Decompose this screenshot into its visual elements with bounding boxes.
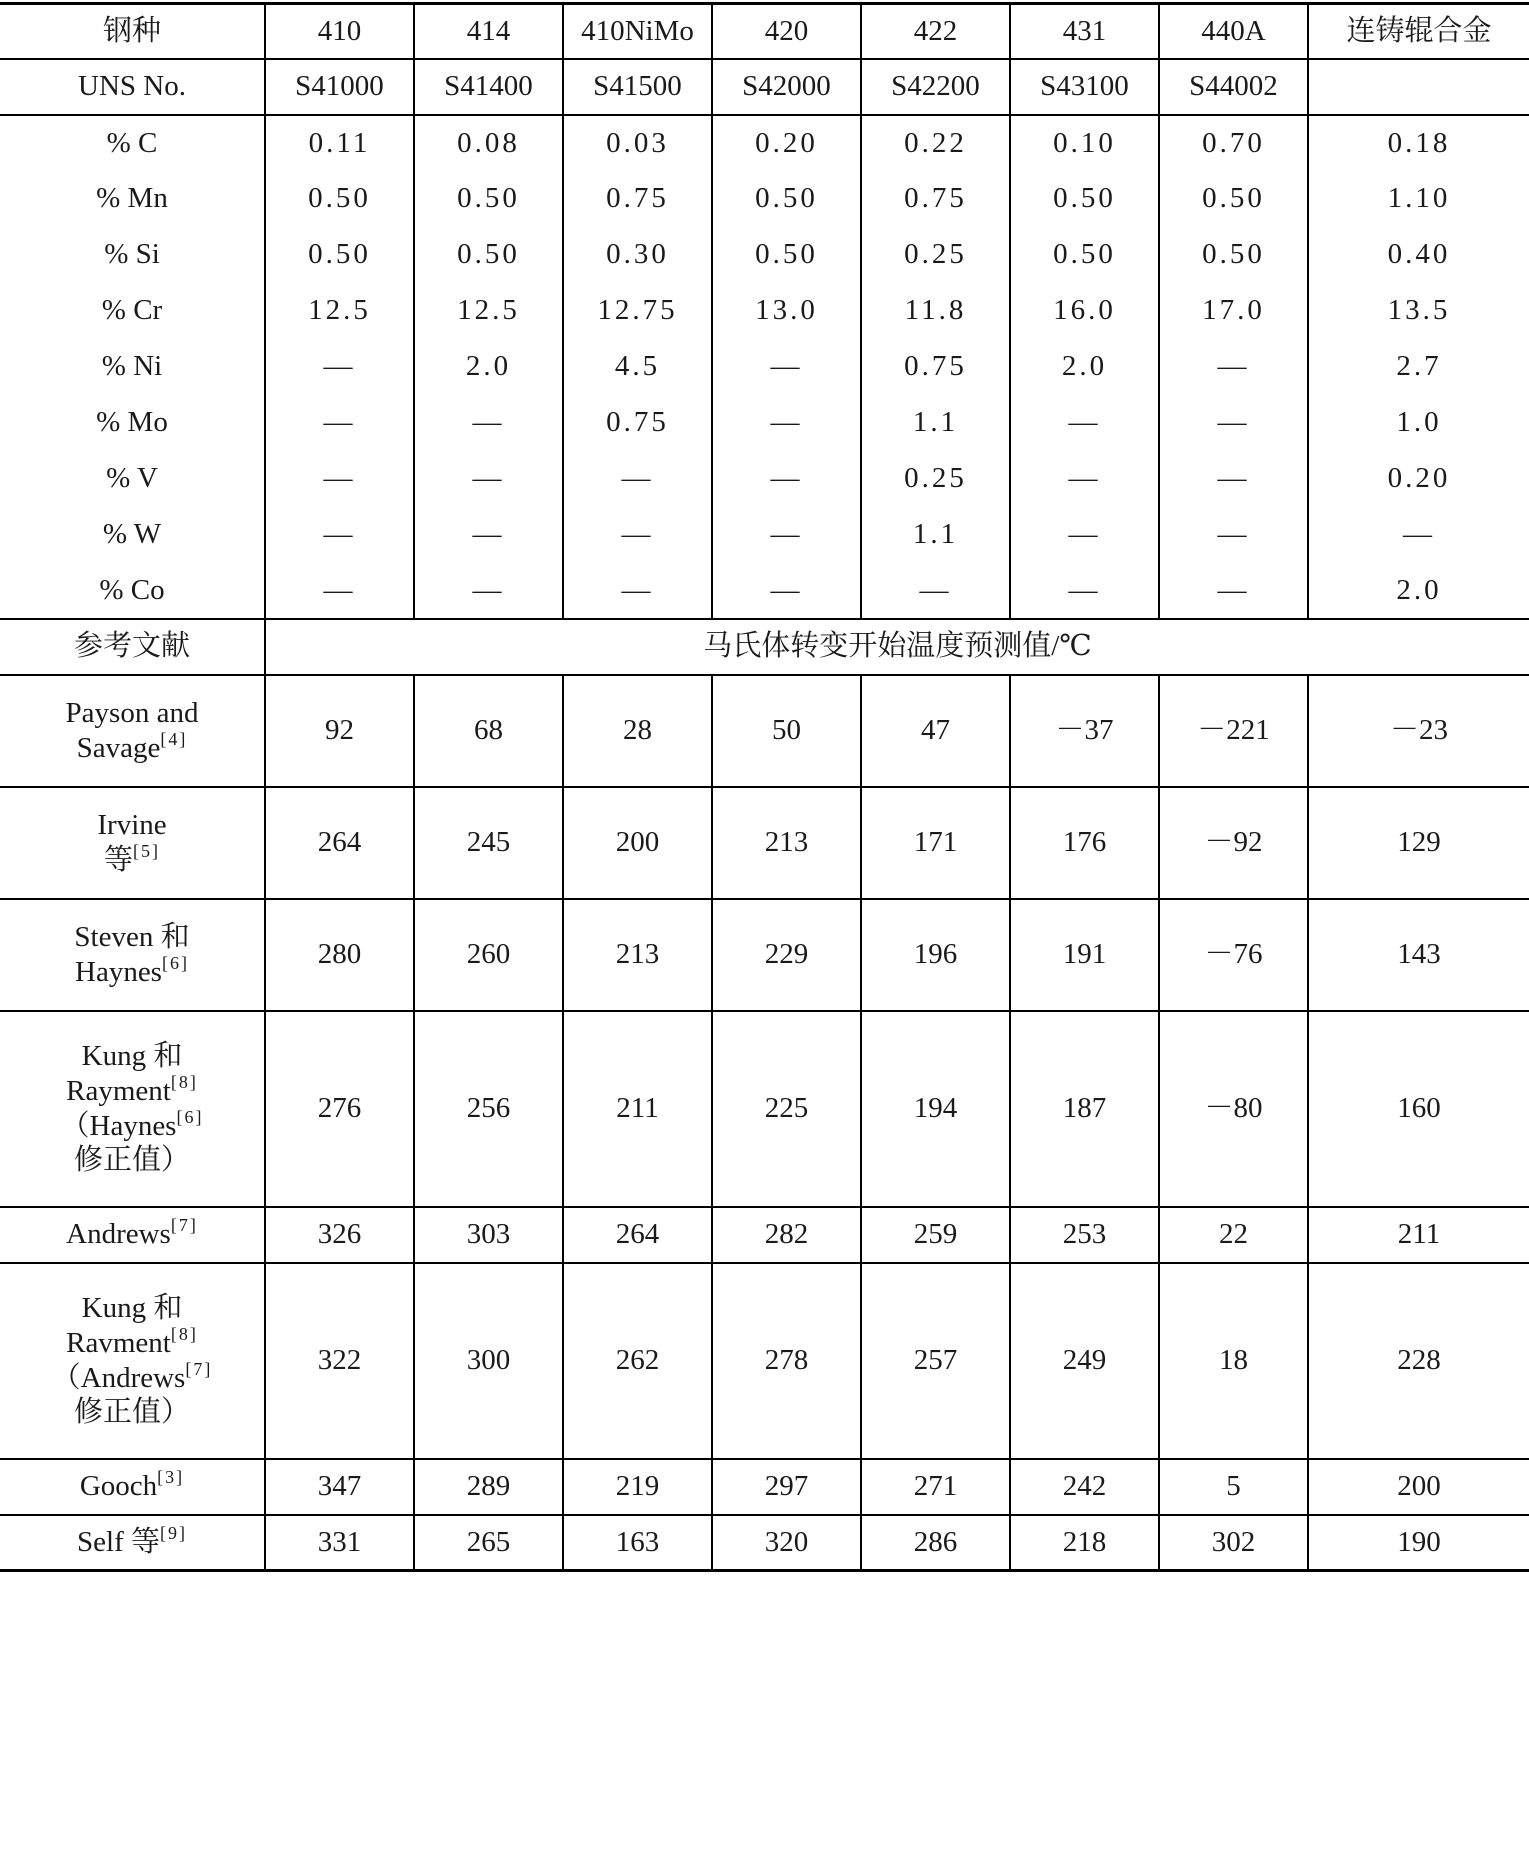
composition-row xyxy=(0,563,1529,619)
predicted-ms-value-cell: 280 xyxy=(265,899,414,1011)
reference-row xyxy=(0,787,1529,899)
predicted-ms-value-cell: 187 xyxy=(1010,1011,1159,1207)
uns-value-cell: S42200 xyxy=(861,59,1010,115)
composition-value-cell: — xyxy=(712,451,861,507)
element-label-cell: % Cr xyxy=(101,294,163,327)
predicted-ms-value-cell: 259 xyxy=(861,1207,1010,1263)
reference-label-line xyxy=(0,1469,264,1504)
reference-label-line xyxy=(0,1291,264,1326)
composition-value-cell: — xyxy=(1159,507,1308,563)
composition-value-cell: — xyxy=(414,507,563,563)
reference-label-text: （Haynes xyxy=(60,1109,177,1142)
reference-label-text: Ravment xyxy=(66,1326,171,1359)
reference-label-line xyxy=(0,1071,264,1109)
element-label-cell: % W xyxy=(102,518,162,551)
predicted-ms-value-cell: 190 xyxy=(1308,1515,1529,1571)
composition-value-cell: 0.25 xyxy=(861,227,1010,283)
reference-label-cell xyxy=(0,899,265,1011)
predicted-ms-value-cell: 18 xyxy=(1159,1263,1308,1459)
composition-value-cell: 0.50 xyxy=(1159,227,1308,283)
citation-marker: [6] xyxy=(176,1106,204,1127)
grade-header-cell: 420 xyxy=(712,4,861,59)
composition-value-cell: — xyxy=(414,563,563,619)
element-label-cell: % Ni xyxy=(101,350,163,383)
predicted-ms-value-cell: －23 xyxy=(1308,675,1529,787)
predicted-ms-value-cell: 347 xyxy=(265,1459,414,1515)
reference-label-line xyxy=(0,1358,264,1396)
composition-value-cell: 1.1 xyxy=(861,395,1010,451)
composition-value-cell: — xyxy=(712,563,861,619)
predicted-ms-value-cell: 213 xyxy=(712,787,861,899)
predicted-ms-value-cell: 47 xyxy=(861,675,1010,787)
composition-row xyxy=(0,395,1529,451)
predicted-ms-value-cell: 219 xyxy=(563,1459,712,1515)
predicted-ms-value-cell: 129 xyxy=(1308,787,1529,899)
composition-value-cell: 0.50 xyxy=(265,227,414,283)
composition-value-cell: — xyxy=(1010,451,1159,507)
composition-row xyxy=(0,339,1529,395)
uns-value-cell: S42000 xyxy=(712,59,861,115)
composition-value-cell: — xyxy=(414,395,563,451)
composition-value-cell: — xyxy=(1010,563,1159,619)
composition-value-cell: — xyxy=(563,451,712,507)
composition-value-cell: — xyxy=(712,339,861,395)
composition-value-cell: 12.75 xyxy=(563,283,712,339)
reference-row xyxy=(0,899,1529,1011)
uns-value-cell: S41500 xyxy=(563,59,712,115)
reference-label-line xyxy=(0,1143,264,1178)
reference-label-line xyxy=(0,1323,264,1361)
composition-value-cell: 0.08 xyxy=(414,115,563,171)
predicted-ms-value-cell: 260 xyxy=(414,899,563,1011)
citation-marker: [3] xyxy=(157,1467,185,1488)
reference-row xyxy=(0,675,1529,787)
composition-value-cell: 0.40 xyxy=(1308,227,1529,283)
predicted-ms-value-cell: 228 xyxy=(1308,1263,1529,1459)
composition-value-cell: — xyxy=(563,563,712,619)
reference-label-text: Andrews xyxy=(66,1218,171,1251)
predicted-ms-value-cell: 213 xyxy=(563,899,712,1011)
predicted-ms-value-cell: 302 xyxy=(1159,1515,1308,1571)
predicted-ms-value-cell: 253 xyxy=(1010,1207,1159,1263)
reference-label-line xyxy=(0,1395,264,1430)
composition-value-cell: 1.10 xyxy=(1308,171,1529,227)
composition-row xyxy=(0,227,1529,283)
composition-value-cell: — xyxy=(712,395,861,451)
predicted-ms-value-cell: 211 xyxy=(1308,1207,1529,1263)
composition-value-cell: 4.5 xyxy=(563,339,712,395)
predicted-ms-value-cell: 176 xyxy=(1010,787,1159,899)
composition-value-cell: 0.22 xyxy=(861,115,1010,171)
citation-marker: [5] xyxy=(133,840,160,861)
reference-label-cell xyxy=(0,1207,265,1263)
reference-label-text: Payson and xyxy=(65,696,199,729)
predicted-ms-value-cell: 322 xyxy=(265,1263,414,1459)
composition-row xyxy=(0,171,1529,227)
predicted-ms-value-cell: －80 xyxy=(1159,1011,1308,1207)
predicted-ms-value-cell: 5 xyxy=(1159,1459,1308,1515)
grade-header-cell: 422 xyxy=(861,4,1010,59)
composition-value-cell: — xyxy=(265,507,414,563)
reference-label-text: Steven 和 xyxy=(74,920,190,953)
reference-label-text: 修正值） xyxy=(73,1396,190,1429)
reference-row xyxy=(0,1459,1529,1515)
predicted-ms-value-cell: 200 xyxy=(563,787,712,899)
citation-marker: [7] xyxy=(185,1358,213,1379)
header-row xyxy=(0,4,1529,59)
predicted-ms-value-cell: 265 xyxy=(414,1515,563,1571)
composition-value-cell: 17.0 xyxy=(1159,283,1308,339)
predicted-ms-value-cell: 68 xyxy=(414,675,563,787)
uns-row xyxy=(0,59,1529,115)
reference-label-line xyxy=(0,1522,264,1560)
predicted-ms-value-cell: 171 xyxy=(861,787,1010,899)
uns-value-cell: S44002 xyxy=(1159,59,1308,115)
predicted-ms-value-cell: 218 xyxy=(1010,1515,1159,1571)
reference-label-cell xyxy=(0,787,265,899)
composition-value-cell: — xyxy=(1159,563,1308,619)
predicted-ms-value-cell: 262 xyxy=(563,1263,712,1459)
citation-marker: [7] xyxy=(170,1215,198,1236)
reference-label-cell xyxy=(0,1515,265,1571)
composition-value-cell: 2.0 xyxy=(1010,339,1159,395)
reference-label-line xyxy=(0,1217,264,1252)
reference-label-text: 修正值） xyxy=(73,1144,190,1177)
reference-label-text: Haynes xyxy=(75,955,162,988)
composition-value-cell: 0.25 xyxy=(861,451,1010,507)
composition-value-cell: 0.50 xyxy=(414,227,563,283)
predicted-ms-value-cell: 276 xyxy=(265,1011,414,1207)
composition-value-cell: — xyxy=(563,507,712,563)
reference-row xyxy=(0,1011,1529,1207)
predicted-ms-value-cell: 303 xyxy=(414,1207,563,1263)
composition-value-cell: 0.50 xyxy=(1010,227,1159,283)
composition-value-cell: 0.75 xyxy=(563,171,712,227)
reference-label-text: （Andrews xyxy=(51,1361,186,1394)
composition-value-cell: 0.50 xyxy=(1159,171,1308,227)
composition-value-cell: 0.20 xyxy=(712,115,861,171)
composition-value-cell: 0.50 xyxy=(712,171,861,227)
uns-label-cell: UNS No. xyxy=(0,59,265,115)
composition-value-cell: — xyxy=(1159,395,1308,451)
uns-value-cell xyxy=(1308,59,1529,115)
citation-marker: [4] xyxy=(160,728,188,749)
reference-row xyxy=(0,1515,1529,1571)
grade-header-cell: 410NiMo xyxy=(563,4,712,59)
composition-value-cell: 12.5 xyxy=(265,283,414,339)
composition-value-cell: 2.0 xyxy=(414,339,563,395)
composition-value-cell: 0.50 xyxy=(712,227,861,283)
composition-value-cell: — xyxy=(265,339,414,395)
predicted-ms-value-cell: 92 xyxy=(265,675,414,787)
grade-header-cell: 440A xyxy=(1159,4,1308,59)
reference-label-line xyxy=(0,1106,264,1144)
reference-label-line xyxy=(0,696,264,731)
composition-value-cell: — xyxy=(1159,339,1308,395)
composition-row xyxy=(0,507,1529,563)
citation-marker: [6] xyxy=(161,952,189,973)
element-label-cell: % Si xyxy=(104,238,160,271)
composition-value-cell: — xyxy=(1010,507,1159,563)
reference-label-line xyxy=(0,808,264,843)
element-label-cell: % V xyxy=(106,462,158,495)
composition-value-cell: 0.50 xyxy=(265,171,414,227)
reference-label-text: Self 等 xyxy=(77,1525,160,1558)
composition-value-cell: 0.75 xyxy=(861,339,1010,395)
predicted-ms-value-cell: 191 xyxy=(1010,899,1159,1011)
predicted-ms-value-cell: 289 xyxy=(414,1459,563,1515)
composition-value-cell: 16.0 xyxy=(1010,283,1159,339)
predicted-ms-value-cell: 264 xyxy=(265,787,414,899)
predicted-ms-value-cell: 242 xyxy=(1010,1459,1159,1515)
predicted-ms-value-cell: －76 xyxy=(1159,899,1308,1011)
predicted-ms-value-cell: 245 xyxy=(414,787,563,899)
predicted-ms-value-cell: －221 xyxy=(1159,675,1308,787)
reference-label-text: 等 xyxy=(103,843,133,876)
element-label-cell: % Co xyxy=(0,563,265,619)
composition-row xyxy=(0,115,1529,171)
citation-marker: [8] xyxy=(170,1323,198,1344)
citation-marker: [9] xyxy=(159,1522,187,1543)
composition-value-cell: 0.30 xyxy=(563,227,712,283)
header-label-cell: 钢种 xyxy=(0,4,265,59)
predicted-ms-value-cell: 264 xyxy=(563,1207,712,1263)
predicted-ms-value-cell: 271 xyxy=(861,1459,1010,1515)
composition-value-cell: 0.03 xyxy=(563,115,712,171)
element-label-cell: % C xyxy=(106,126,158,159)
composition-value-cell: — xyxy=(414,451,563,507)
composition-value-cell: 1.0 xyxy=(1308,395,1529,451)
composition-value-cell: 0.70 xyxy=(1159,115,1308,171)
reference-row xyxy=(0,1263,1529,1459)
reference-label-cell xyxy=(0,1263,265,1459)
reference-label-text: Gooch xyxy=(79,1470,158,1503)
predicted-ms-value-cell: 28 xyxy=(563,675,712,787)
reference-label-line xyxy=(0,952,264,990)
reference-label-text: Kung 和 xyxy=(81,1291,183,1324)
uns-value-cell: S41400 xyxy=(414,59,563,115)
composition-value-cell: 1.1 xyxy=(861,507,1010,563)
reference-label-text: Kung 和 xyxy=(81,1039,183,1072)
predicted-ms-value-cell: 200 xyxy=(1308,1459,1529,1515)
grade-header-cell: 431 xyxy=(1010,4,1159,59)
predicted-ms-value-cell: 160 xyxy=(1308,1011,1529,1207)
reference-label-line xyxy=(0,920,264,955)
predicted-ms-value-cell: －37 xyxy=(1010,675,1159,787)
predicted-ms-value-cell: 297 xyxy=(712,1459,861,1515)
grade-header-cell: 410 xyxy=(265,4,414,59)
predicted-ms-value-cell: 320 xyxy=(712,1515,861,1571)
composition-value-cell: — xyxy=(1308,507,1529,563)
composition-value-cell: 13.0 xyxy=(712,283,861,339)
uns-value-cell: S43100 xyxy=(1010,59,1159,115)
composition-value-cell: — xyxy=(265,451,414,507)
reference-header-row xyxy=(0,619,1529,675)
composition-value-cell: 0.75 xyxy=(861,171,1010,227)
composition-value-cell: — xyxy=(265,563,414,619)
composition-value-cell: 0.50 xyxy=(1010,171,1159,227)
predicted-ms-value-cell: 225 xyxy=(712,1011,861,1207)
composition-value-cell: 0.18 xyxy=(1308,115,1529,171)
grade-header-cell: 414 xyxy=(414,4,563,59)
composition-value-cell: 2.0 xyxy=(1308,563,1529,619)
martensite-start-temperature-table xyxy=(0,2,1529,1572)
predicted-ms-value-cell: 50 xyxy=(712,675,861,787)
predicted-ms-value-cell: 257 xyxy=(861,1263,1010,1459)
reference-label-line xyxy=(0,728,264,766)
predicted-ms-value-cell: 143 xyxy=(1308,899,1529,1011)
predicted-ms-value-cell: 286 xyxy=(861,1515,1010,1571)
reference-label-line xyxy=(0,840,264,878)
reference-label-cell xyxy=(0,1459,265,1515)
predicted-ms-value-cell: 326 xyxy=(265,1207,414,1263)
predicted-ms-value-cell: 331 xyxy=(265,1515,414,1571)
composition-value-cell: — xyxy=(712,507,861,563)
reference-label-text: Savage xyxy=(76,731,161,764)
predicted-ms-value-cell: 278 xyxy=(712,1263,861,1459)
grade-header-cell: 连铸辊合金 xyxy=(1308,4,1529,59)
composition-row xyxy=(0,451,1529,507)
reference-label-line xyxy=(0,1039,264,1074)
reference-label-text: Rayment xyxy=(66,1074,171,1107)
composition-value-cell: — xyxy=(265,395,414,451)
uns-value-cell: S41000 xyxy=(265,59,414,115)
element-label-cell: % Mo xyxy=(96,406,168,439)
composition-value-cell: 0.20 xyxy=(1308,451,1529,507)
composition-value-cell: 12.5 xyxy=(414,283,563,339)
composition-value-cell: 0.11 xyxy=(265,115,414,171)
predicted-ms-value-cell: 22 xyxy=(1159,1207,1308,1263)
composition-value-cell: — xyxy=(861,563,1010,619)
predicted-ms-value-cell: 282 xyxy=(712,1207,861,1263)
composition-value-cell: — xyxy=(1159,451,1308,507)
predicted-ms-value-cell: 300 xyxy=(414,1263,563,1459)
composition-value-cell: 2.7 xyxy=(1308,339,1529,395)
reference-span-title-cell: 马氏体转变开始温度预测值/℃ xyxy=(265,619,1529,675)
composition-row xyxy=(0,283,1529,339)
composition-value-cell: — xyxy=(1010,395,1159,451)
predicted-ms-value-cell: 211 xyxy=(563,1011,712,1207)
reference-label-text: Irvine xyxy=(97,808,167,841)
composition-value-cell: 0.10 xyxy=(1010,115,1159,171)
composition-value-cell: 0.50 xyxy=(414,171,563,227)
predicted-ms-value-cell: 163 xyxy=(563,1515,712,1571)
composition-value-cell: 11.8 xyxy=(861,283,1010,339)
predicted-ms-value-cell: 194 xyxy=(861,1011,1010,1207)
reference-header-label-cell: 参考文献 xyxy=(0,619,265,675)
citation-marker: [8] xyxy=(170,1071,198,1092)
predicted-ms-value-cell: 196 xyxy=(861,899,1010,1011)
element-label-cell: % Mn xyxy=(96,182,168,215)
reference-row xyxy=(0,1207,1529,1263)
predicted-ms-value-cell: 229 xyxy=(712,899,861,1011)
composition-value-cell: 13.5 xyxy=(1308,283,1529,339)
reference-label-cell xyxy=(0,1011,265,1207)
predicted-ms-value-cell: －92 xyxy=(1159,787,1308,899)
predicted-ms-value-cell: 256 xyxy=(414,1011,563,1207)
reference-label-cell xyxy=(0,675,265,787)
composition-value-cell: 0.75 xyxy=(563,395,712,451)
predicted-ms-value-cell: 249 xyxy=(1010,1263,1159,1459)
